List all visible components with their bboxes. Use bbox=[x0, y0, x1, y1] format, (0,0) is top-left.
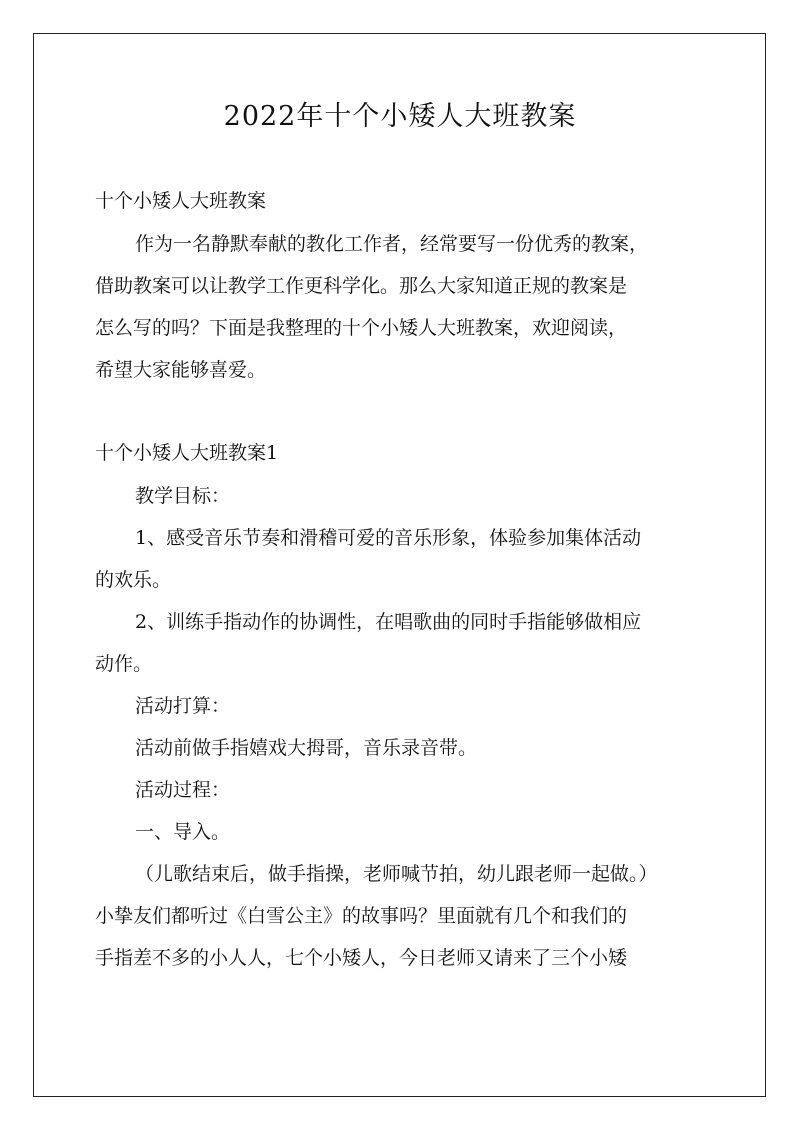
goal-line: 1、感受音乐节奏和滑稽可爱的音乐形象，体验参加集体活动 bbox=[135, 527, 642, 549]
prep-text: 活动前做手指嬉戏大拇哥，音乐录音带。 bbox=[135, 737, 478, 759]
goal-line: 的欢乐。 bbox=[95, 569, 172, 591]
intro-line: 作为一名静默奉献的教化工作者，经常要写一份优秀的教案， bbox=[135, 233, 649, 255]
document-title: 2022年十个小矮人大班教案 bbox=[223, 101, 577, 132]
goal-line: 2、训练手指动作的协调性，在唱歌曲的同时手指能够做相应 bbox=[135, 611, 642, 633]
process-label: 活动过程： bbox=[135, 779, 231, 801]
section-heading: 十个小矮人大班教案1 bbox=[95, 442, 279, 464]
goal-line: 动作。 bbox=[95, 653, 153, 675]
step-line: （儿歌结束后，做手指操，老师喊节拍，幼儿跟老师一起做。） bbox=[135, 863, 658, 885]
step-line: 手指差不多的小人人，七个小矮人，今日老师又请来了三个小矮 bbox=[95, 947, 628, 969]
intro-line: 希望大家能够喜爱。 bbox=[95, 359, 267, 381]
goals-label: 教学目标： bbox=[135, 485, 231, 507]
prep-label: 活动打算： bbox=[135, 695, 231, 717]
step-label: 一、导入。 bbox=[135, 821, 231, 843]
intro-line: 借助教案可以让教学工作更科学化。那么大家知道正规的教案是 bbox=[95, 275, 628, 297]
step-line: 小挚友们都听过《白雪公主》的故事吗？里面就有几个和我们的 bbox=[95, 905, 628, 927]
intro-heading: 十个小矮人大班教案 bbox=[95, 190, 267, 212]
intro-line: 怎么写的吗？下面是我整理的十个小矮人大班教案，欢迎阅读， bbox=[95, 317, 628, 339]
